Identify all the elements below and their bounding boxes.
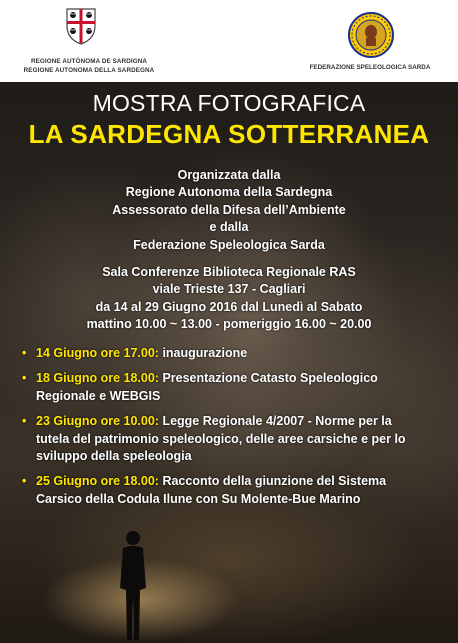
venue-dates: da 14 al 29 Giugno 2016 dal Lunedì al Sabato [95, 299, 363, 314]
event-description: Legge Regionale 4/2007 - Norme per la [162, 414, 392, 429]
event-description: sviluppo della speleologia [36, 449, 192, 464]
event-description: Presentazione Catasto Speleologico [162, 371, 378, 386]
event-date: 25 Giugno ore 18.00: [36, 474, 159, 489]
venue-hours: mattino 10.00 ~ 13.00 - pomeriggio 16.00 ~ 20.00 [86, 317, 372, 332]
event-item [22, 473, 442, 508]
event-item [22, 370, 442, 405]
header-band [0, 0, 458, 82]
federation-name: FEDERAZIONE SPELEOLOGICA SARDA [309, 64, 431, 71]
exhibition-title: LA SARDEGNA SOTTERRANEA [28, 119, 430, 149]
sardinia-crest-icon [64, 6, 98, 46]
organizers-block [60, 167, 398, 254]
region-name-sardinian: REGIONE AUTÒNOMA DE SARDIGNA [30, 58, 148, 65]
caver-silhouette [116, 528, 150, 643]
event-description: Regionale e WEBGIS [36, 388, 161, 403]
venue-line: Sala Conferenze Biblioteca Regionale RAS [102, 265, 356, 279]
exhibition-label: MOSTRA FOTOGRAFICA [92, 90, 366, 116]
organizers-line: e dalla [209, 220, 249, 235]
event-description: Carsico della Codula Ilune con Su Molente-Bue Marino [36, 491, 361, 506]
organizers-line: Regione Autonoma della Sardegna [125, 185, 333, 200]
event-description: tutela del patrimonio speleologico, delle aree carsiche e per lo [36, 431, 406, 446]
organizers-line: Assessorato della Difesa dell’Ambiente [112, 202, 346, 217]
bullet-icon: • [22, 474, 27, 489]
region-name-italian: REGIONE AUTONOMA DELLA SARDEGNA [23, 67, 155, 74]
event-date: 18 Giugno ore 18.00: [36, 371, 159, 386]
venue-block [40, 264, 418, 334]
bullet-icon: • [22, 414, 27, 429]
organizers-line: Organizzata dalla [177, 168, 281, 182]
event-date: 23 Giugno ore 10.00: [36, 414, 159, 429]
event-item [22, 345, 442, 362]
event-description: Racconto della giunzione del Sistema [162, 474, 387, 489]
venue-address: viale Trieste 137 - Cagliari [152, 282, 306, 297]
event-item [22, 413, 442, 465]
event-date: 14 Giugno ore 17.00: [36, 346, 159, 360]
federation-logo-icon [348, 12, 394, 58]
bullet-icon: • [22, 371, 27, 386]
bullet-icon: • [22, 346, 27, 360]
event-description: inaugurazione [162, 346, 248, 360]
organizers-line: Federazione Speleologica Sarda [133, 237, 325, 252]
events-list [22, 345, 442, 516]
